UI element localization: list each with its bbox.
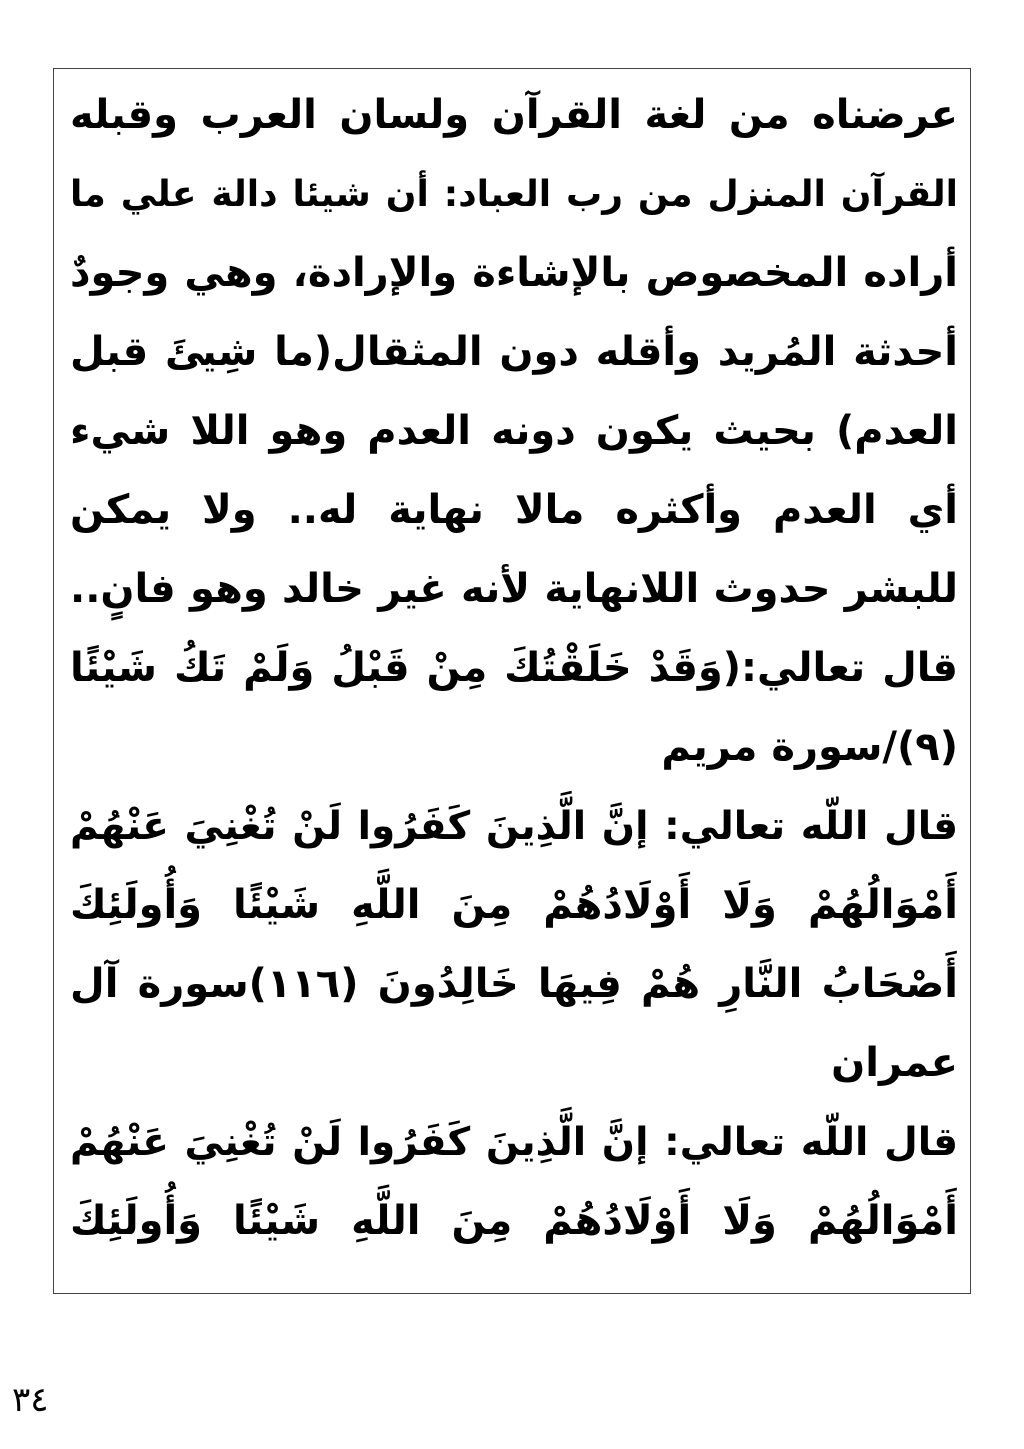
text-line: أَصْحَابُ النَّارِ هُمْ فِيهَا خَالِدُونَ (١١٦)سورة آل [70, 961, 958, 1007]
text-line: للبشر حدوث اللانهاية لأنه غير خالد وهو فانٍ.. [70, 566, 958, 612]
text-line: أراده المخصوص بالإشاءة والإرادة، وهي وجودٌ [70, 250, 958, 296]
text-line: قال تعالي:(وَقَدْ خَلَقْتُكَ مِنْ قَبْلُ وَلَمْ تَكُ شَيْئًا [70, 645, 958, 691]
text-line: أَمْوَالُهُمْ وَلَا أَوْلَادُهُمْ مِنَ اللَّهِ شَيْئًا وَأُولَئِكَ [70, 882, 958, 928]
paragraph-2 [70, 787, 958, 1103]
paragraph-3 [70, 1103, 958, 1261]
text-line: أي العدم وأكثره مالا نهاية له.. ولا يمكن [70, 487, 958, 533]
text-line: قال اللّه تعالي: إنَّ الَّذِينَ كَفَرُوا لَنْ تُغْنِيَ عَنْهُمْ [70, 1120, 958, 1165]
document-body [70, 76, 958, 1261]
text-line: (٩)/سورة مريم [661, 724, 958, 770]
text-line: أحدثة المُريد وأقله دون المثقال(ما شِيئَ قبل [70, 329, 958, 375]
paragraph-1 [70, 76, 958, 787]
text-line: عمران [831, 1040, 958, 1086]
text-line: قال اللّه تعالي: إنَّ الَّذِينَ كَفَرُوا لَنْ تُغْنِيَ عَنْهُمْ [70, 804, 958, 849]
text-line: العدم) بحيث يكون دونه العدم وهو اللا شيء [70, 408, 958, 454]
text-line: عرضناه من لغة القرآن ولسان العرب وقبله [70, 92, 958, 138]
page-number: ٣٤ [12, 1380, 49, 1420]
text-line: القرآن المنزل من رب العباد: أن شيئا دالة علي ما [70, 174, 958, 215]
text-line: أَمْوَالُهُمْ وَلَا أَوْلَادُهُمْ مِنَ اللَّهِ شَيْئًا وَأُولَئِكَ [70, 1198, 958, 1244]
